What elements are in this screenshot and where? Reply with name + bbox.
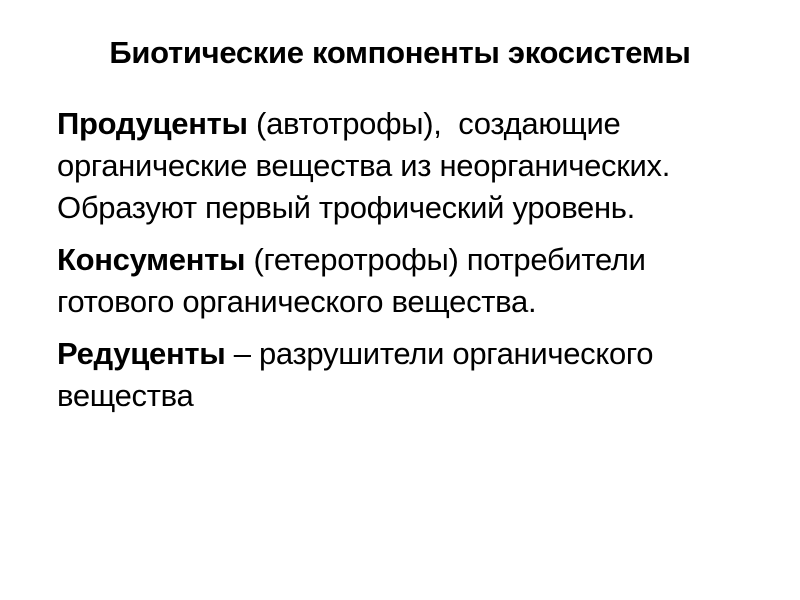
text-line <box>57 103 780 145</box>
paragraph <box>57 239 780 323</box>
line-text: – разрушители органического <box>225 336 654 371</box>
slide-title: Биотические компоненты экосистемы <box>109 35 691 70</box>
paragraph <box>57 103 780 229</box>
term-bold: Продуценты <box>57 106 248 141</box>
paragraph <box>57 333 780 417</box>
line-text: (автотрофы), создающие <box>247 106 621 141</box>
text-line: органические вещества из неорганических. <box>57 148 671 183</box>
text-line <box>57 333 780 375</box>
text-line: готового органического вещества. <box>57 284 537 319</box>
term-bold: Консументы <box>57 242 246 277</box>
line-text: (гетеротрофы) потребители <box>245 242 646 277</box>
text-line: вещества <box>57 378 194 413</box>
text-line <box>57 239 780 281</box>
term-bold: Редуценты <box>57 336 226 371</box>
text-line: Образуют первый трофический уровень. <box>57 190 635 225</box>
slide-body <box>57 103 780 427</box>
